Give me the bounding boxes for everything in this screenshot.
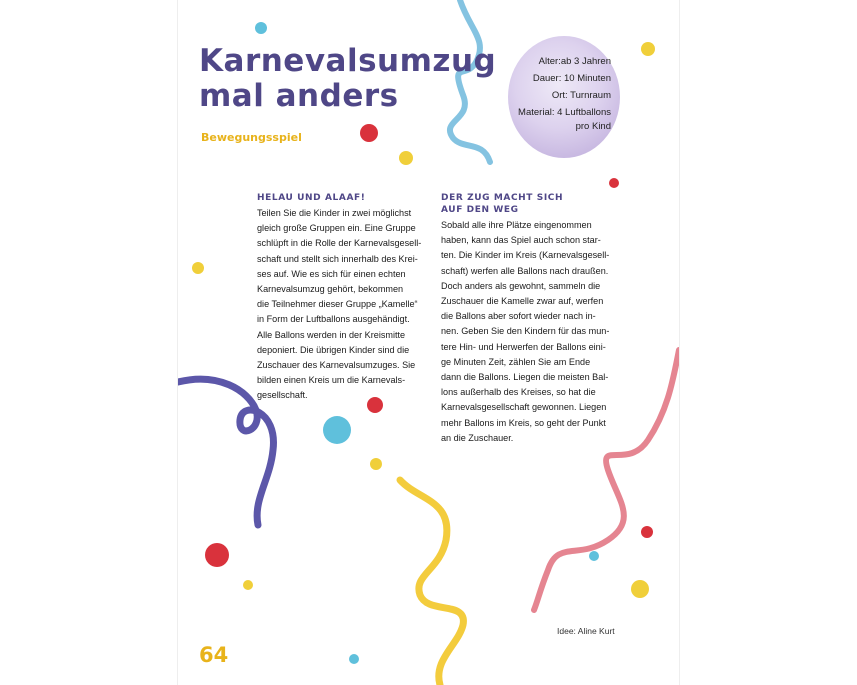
section-heading: HELAU UND ALAAF! — [257, 193, 366, 203]
confetti-dot — [370, 458, 382, 470]
title-line-2: mal anders — [199, 78, 399, 114]
confetti-dot — [609, 178, 619, 188]
confetti-dot — [323, 416, 351, 444]
confetti-dot — [192, 262, 204, 274]
info-duration: Dauer: 10 Minuten — [532, 73, 611, 84]
section-body: Teilen Sie die Kinder in zwei möglichst gleich große Gruppen ein. Eine Gruppe schlüpft in die Rolle der Karnevalsgesell- schaft und stellt sich innerhalb des Krei- ses auf. Wie es sich für einen echten Karnevalsumzug gehört, bekommen die Teilnehmer dieser Gruppe „Kamelle“ in Form der Luftballons ausgehändigt. Alle Ballons werden in der Kreismitte deponiert. Die übrigen Kinder sind die Zuschauer des Karnevalsumzuges. Sie bilden einen Kreis um die Karnevals- gesellschaft. — [257, 208, 422, 401]
yellow-streamer — [400, 480, 463, 685]
confetti-dot — [641, 42, 655, 56]
page-number: 64 — [199, 643, 229, 667]
credit-line: Idee: Aline Kurt — [557, 626, 615, 636]
info-location: Ort: Turnraum — [551, 90, 611, 101]
title-line-1: Karnevalsumzug — [199, 43, 497, 79]
confetti-dot — [360, 124, 378, 142]
book-page — [177, 0, 680, 685]
confetti-dot — [631, 580, 649, 598]
confetti-dot — [349, 654, 359, 664]
info-material: Material: 4 Luftballons — [518, 107, 611, 118]
section-helau — [257, 192, 437, 404]
confetti-dot — [255, 22, 267, 34]
section-body: Sobald alle ihre Plätze eingenommen haben, kann das Spiel auch schon star- ten. Die Kinder im Kreis (Karnevalsgesell- schaft) werfen alle Ballons nach draußen. Doch anders als gewohnt, sammeln die Zuschauer die Kamelle zwar auf, werfen die Ballons aber sofort wieder nach in- nen. Geben Sie den Kindern für das mun- tere Hin- und Herwerfen der Ballons eini- ge Minuten Zeit, zählen Sie am Ende dann die Ballons. Liegen die meisten Bal- lons außerhalb des Kreises, so hat die Karnevalsgesellschaft gewonnen. Liegen mehr Ballons im Kreis, so geht der Punkt an die Zuschauer. — [441, 220, 610, 443]
info-material-cont: pro Kind — [575, 121, 611, 132]
info-age: Alter:ab 3 Jahren — [538, 56, 611, 67]
confetti-dot — [589, 551, 599, 561]
subtitle: Bewegungsspiel — [201, 131, 302, 144]
section-heading: DER ZUG MACHT SICH AUF DEN WEG — [441, 193, 564, 215]
info-badge — [508, 36, 620, 158]
confetti-dot — [243, 580, 253, 590]
confetti-dot — [399, 151, 413, 165]
confetti-dot — [205, 543, 229, 567]
section-zug — [441, 192, 621, 446]
confetti-dot — [641, 526, 653, 538]
page-title — [199, 44, 496, 114]
